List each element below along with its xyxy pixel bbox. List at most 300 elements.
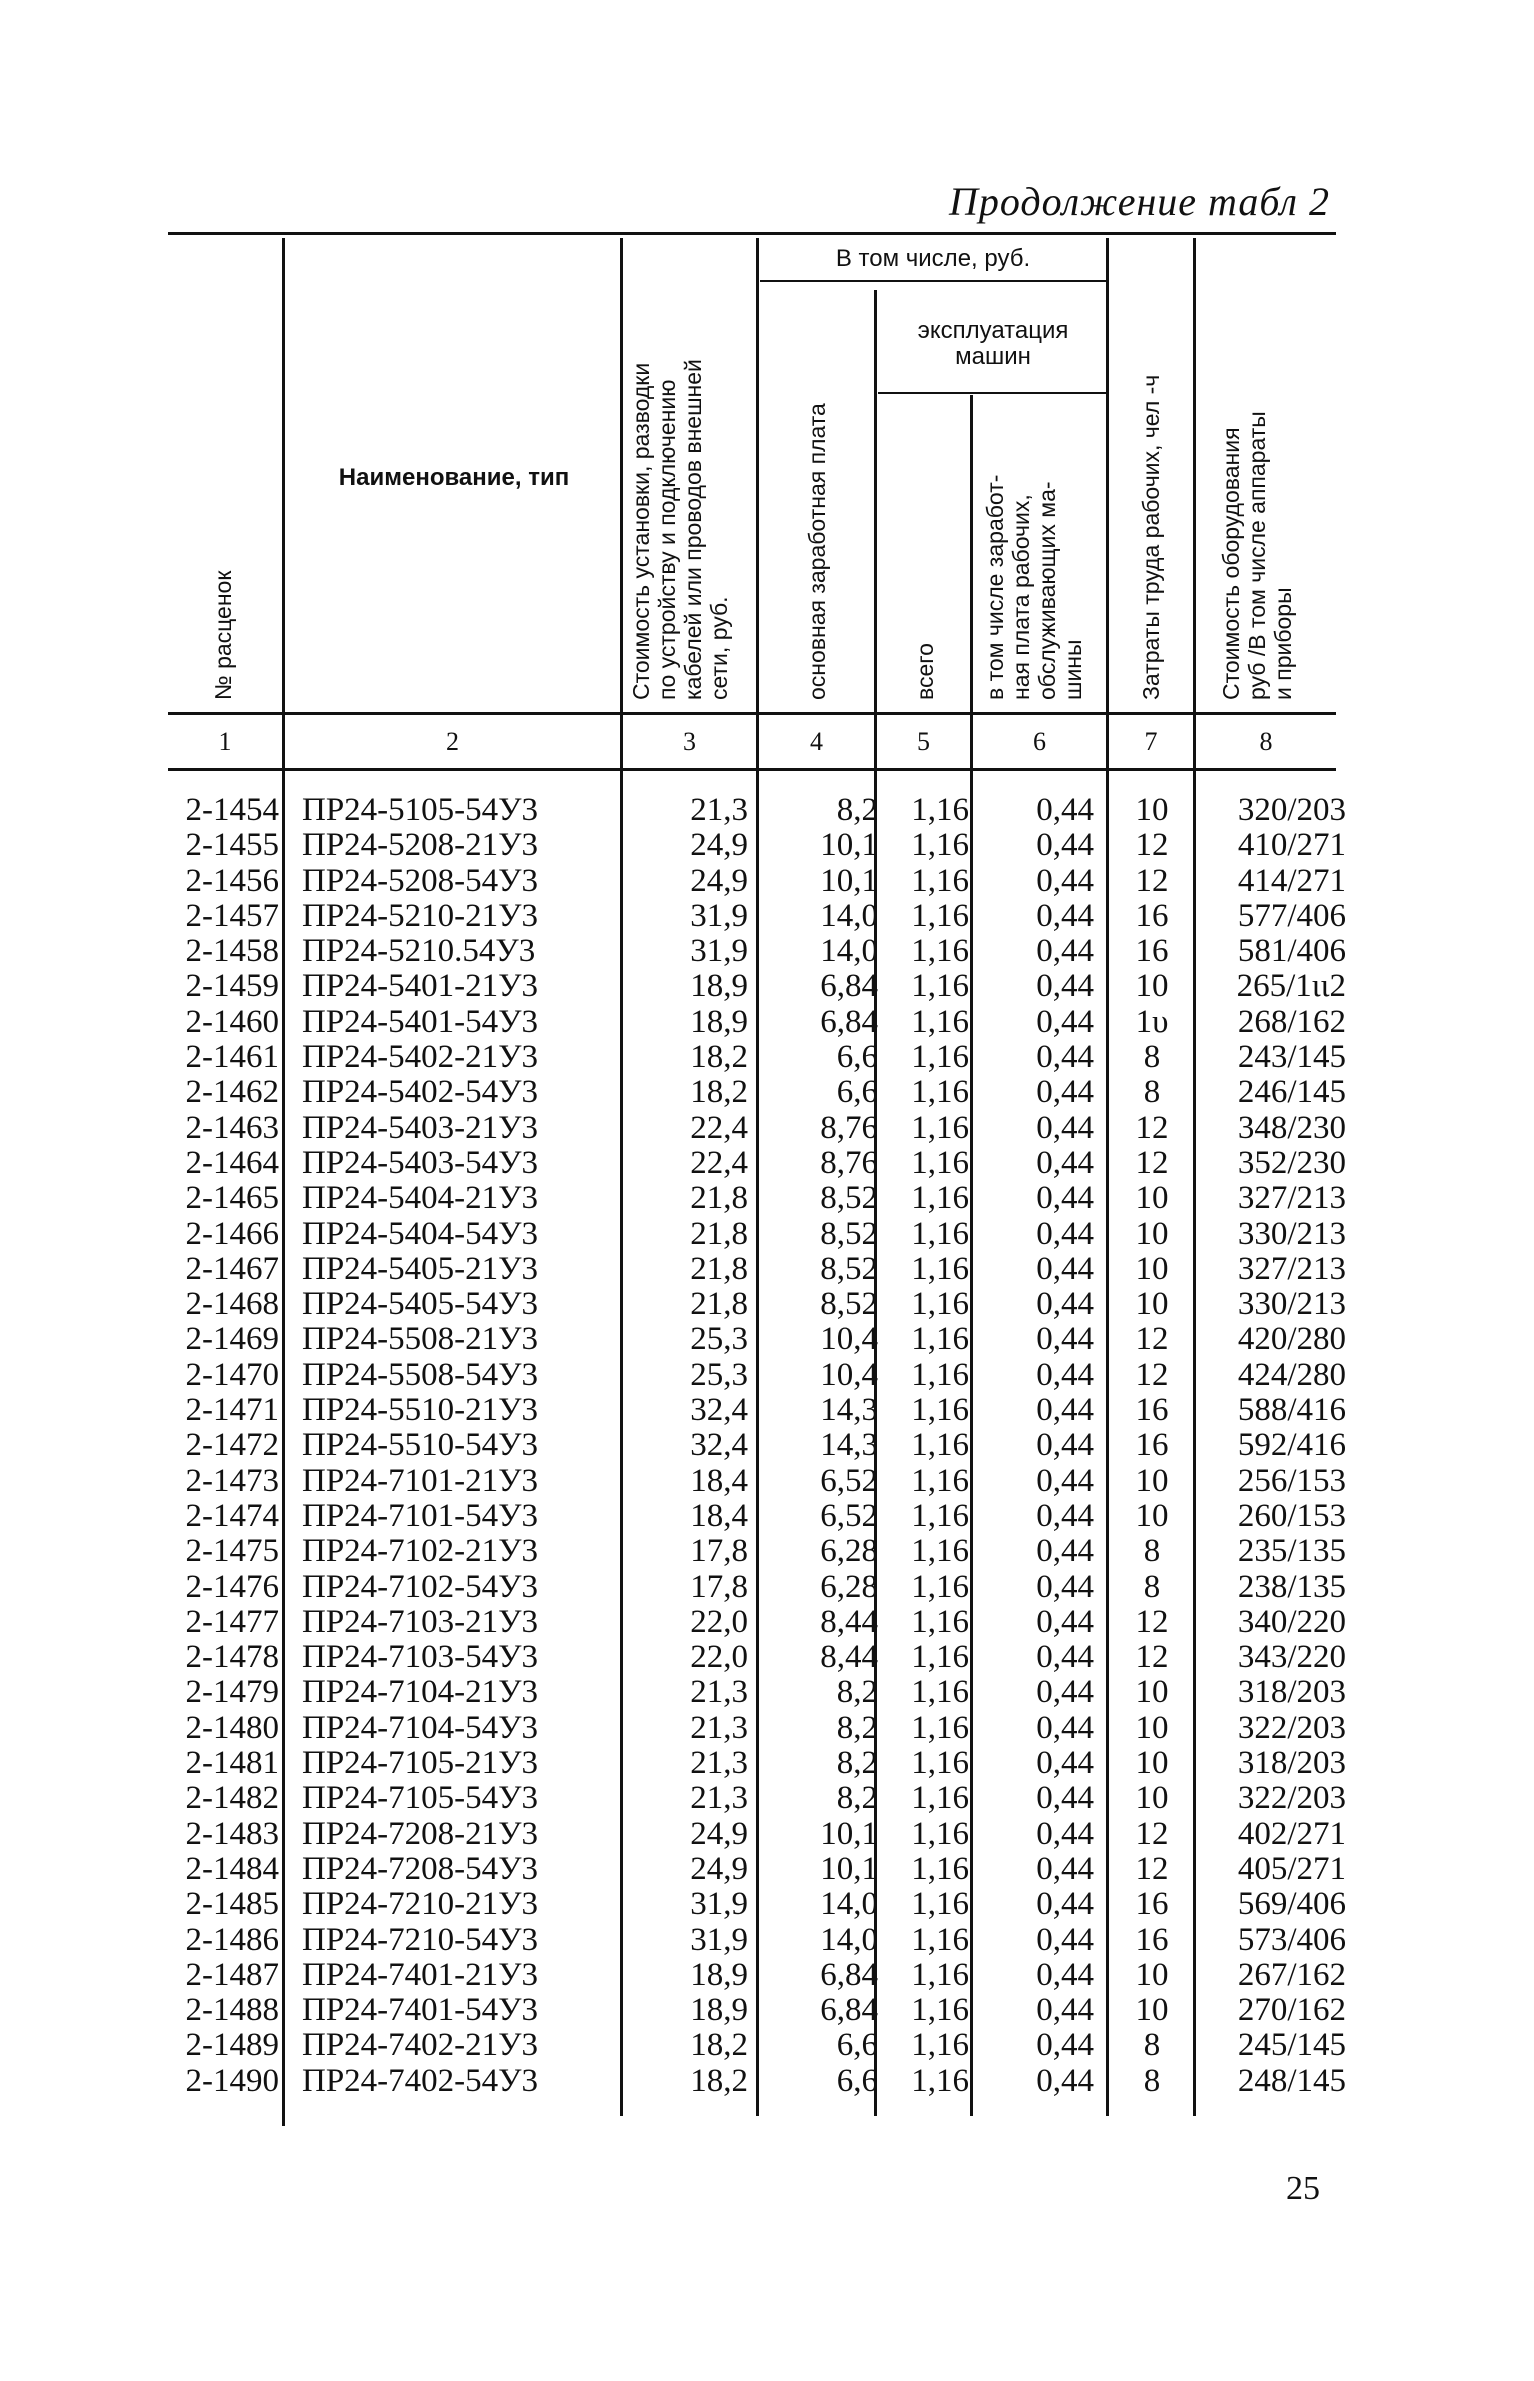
cell-machine-wage: 0,44	[1036, 1568, 1094, 1605]
cell-installation-cost: 22,0	[690, 1603, 748, 1640]
header-col6-line-3: обслуживающих ма-	[1034, 481, 1060, 700]
cell-labor-hours: 10	[1135, 1250, 1169, 1287]
cell-name-type: ПР24-7402-54У3	[302, 2062, 539, 2099]
cell-machine-total: 1,16	[911, 792, 969, 828]
cell-equipment-cost: 588/416	[1237, 1392, 1346, 1429]
cell-base-wage: 8,52	[820, 1215, 878, 1252]
table-row	[0, 1640, 1534, 1675]
cell-labor-hours: 10	[1135, 968, 1169, 1005]
cell-name-type: ПР24-7208-54У3	[302, 1850, 539, 1887]
cell-labor-hours: 16	[1135, 897, 1169, 934]
cell-machine-wage: 0,44	[1036, 1639, 1094, 1676]
cell-rate-number: 2-1461	[185, 1039, 279, 1076]
cell-equipment-cost: 318/203	[1237, 1674, 1346, 1711]
header-subgroup	[880, 318, 1106, 370]
cell-machine-total: 1,16	[911, 1215, 969, 1252]
cell-installation-cost: 21,3	[690, 1709, 748, 1746]
table-row	[0, 1711, 1534, 1746]
cell-machine-wage: 0,44	[1036, 1003, 1094, 1040]
cell-labor-hours: 10	[1135, 792, 1169, 828]
table-row	[0, 1464, 1534, 1499]
cell-rate-number: 2-1454	[185, 792, 279, 828]
cell-machine-wage: 0,44	[1036, 1039, 1094, 1076]
cell-equipment-cost: 322/203	[1237, 1780, 1346, 1817]
cell-base-wage: 10,1	[820, 1850, 878, 1887]
table-row	[0, 2028, 1534, 2063]
table-row	[0, 1887, 1534, 1922]
cell-installation-cost: 32,4	[690, 1427, 748, 1464]
cell-equipment-cost: 330/213	[1237, 1215, 1346, 1252]
table-row	[0, 1605, 1534, 1640]
cell-name-type: ПР24-5401-54У3	[302, 1003, 539, 1040]
cell-labor-hours: 10	[1135, 1709, 1169, 1746]
table-row	[0, 1181, 1534, 1216]
cell-installation-cost: 21,8	[690, 1180, 748, 1217]
table-row	[0, 1393, 1534, 1428]
cell-name-type: ПР24-5402-54У3	[302, 1074, 539, 1111]
cell-name-type: ПР24-7104-54У3	[302, 1709, 539, 1746]
cell-installation-cost: 22,4	[690, 1144, 748, 1181]
cell-base-wage: 14,0	[820, 1886, 878, 1923]
cell-labor-hours: 12	[1135, 1815, 1169, 1852]
cell-name-type: ПР24-7105-54У3	[302, 1780, 539, 1817]
cell-labor-hours: 12	[1135, 1639, 1169, 1676]
header-col6-line-1: в том числе заработ-	[982, 474, 1008, 700]
cell-machine-total: 1,16	[911, 1780, 969, 1817]
table-row	[0, 899, 1534, 934]
cell-machine-wage: 0,44	[1036, 897, 1094, 934]
cell-rate-number: 2-1470	[185, 1356, 279, 1393]
cell-rate-number: 2-1469	[185, 1321, 279, 1358]
cell-labor-hours: 10	[1135, 1497, 1169, 1534]
cell-equipment-cost: 256/153	[1237, 1462, 1346, 1499]
cell-base-wage: 14,0	[820, 1921, 878, 1958]
header-col4: основная заработная плата	[804, 403, 830, 700]
cell-name-type: ПР24-7210-54У3	[302, 1921, 539, 1958]
cell-labor-hours: 16	[1135, 1886, 1169, 1923]
cell-base-wage: 14,3	[820, 1427, 878, 1464]
cell-equipment-cost: 265/1ιι2	[1236, 968, 1346, 1005]
cell-machine-wage: 0,44	[1036, 862, 1094, 899]
cell-equipment-cost: 414/271	[1237, 862, 1346, 899]
cell-machine-total: 1,16	[911, 1568, 969, 1605]
cell-base-wage: 8,2	[836, 1709, 878, 1746]
cell-installation-cost: 31,9	[690, 1886, 748, 1923]
cell-installation-cost: 24,9	[690, 1850, 748, 1887]
cell-labor-hours: 1υ	[1135, 1003, 1169, 1040]
cell-base-wage: 8,52	[820, 1180, 878, 1217]
cell-machine-total: 1,16	[911, 1533, 969, 1570]
table-row	[0, 1146, 1534, 1181]
cell-machine-total: 1,16	[911, 1886, 969, 1923]
header-subgroup-line-1: эксплуатация	[917, 317, 1069, 344]
cell-base-wage: 6,84	[820, 1956, 878, 1993]
cell-base-wage: 10,1	[820, 1815, 878, 1852]
cell-installation-cost: 22,4	[690, 1109, 748, 1146]
cell-labor-hours: 10	[1135, 1462, 1169, 1499]
cell-installation-cost: 18,4	[690, 1497, 748, 1534]
cell-installation-cost: 21,3	[690, 1674, 748, 1711]
cell-equipment-cost: 405/271	[1237, 1850, 1346, 1887]
cell-equipment-cost: 267/162	[1237, 1956, 1346, 1993]
cell-equipment-cost: 268/162	[1237, 1003, 1346, 1040]
cell-name-type: ПР24-7208-21У3	[302, 1815, 539, 1852]
cell-installation-cost: 21,8	[690, 1286, 748, 1323]
cell-equipment-cost: 577/406	[1237, 897, 1346, 934]
cell-labor-hours: 12	[1135, 1144, 1169, 1181]
cell-machine-wage: 0,44	[1036, 1674, 1094, 1711]
cell-base-wage: 8,2	[836, 1745, 878, 1782]
cell-installation-cost: 18,9	[690, 1956, 748, 1993]
column-number-5: 5	[917, 727, 930, 756]
cell-base-wage: 8,52	[820, 1286, 878, 1323]
table-row	[0, 1570, 1534, 1605]
cell-equipment-cost: 410/271	[1237, 827, 1346, 864]
cell-name-type: ПР24-5508-54У3	[302, 1356, 539, 1393]
cell-base-wage: 8,76	[820, 1109, 878, 1146]
cell-rate-number: 2-1472	[185, 1427, 279, 1464]
header-bottom-rule	[168, 712, 1336, 715]
table-row	[0, 1993, 1534, 2028]
cell-equipment-cost: 260/153	[1237, 1497, 1346, 1534]
cell-rate-number: 2-1457	[185, 897, 279, 934]
header-col3-line-4: сети, руб.	[706, 596, 732, 700]
cell-machine-wage: 0,44	[1036, 1850, 1094, 1887]
cell-installation-cost: 18,2	[690, 2062, 748, 2099]
cell-equipment-cost: 343/220	[1237, 1639, 1346, 1676]
cell-installation-cost: 21,3	[690, 1745, 748, 1782]
cell-machine-total: 1,16	[911, 933, 969, 970]
cell-base-wage: 6,6	[836, 1039, 878, 1076]
cell-name-type: ПР24-7104-21У3	[302, 1674, 539, 1711]
table-row	[0, 1534, 1534, 1569]
cell-base-wage: 6,28	[820, 1568, 878, 1605]
cell-base-wage: 6,6	[836, 1074, 878, 1111]
cell-installation-cost: 18,4	[690, 1462, 748, 1499]
cell-rate-number: 2-1471	[185, 1392, 279, 1429]
cell-machine-wage: 0,44	[1036, 1074, 1094, 1111]
cell-equipment-cost: 424/280	[1237, 1356, 1346, 1393]
table-row	[0, 1252, 1534, 1287]
table-row	[0, 1322, 1534, 1357]
cell-labor-hours: 16	[1135, 1392, 1169, 1429]
cell-machine-wage: 0,44	[1036, 1356, 1094, 1393]
cell-base-wage: 8,76	[820, 1144, 878, 1181]
cell-rate-number: 2-1480	[185, 1709, 279, 1746]
cell-name-type: ПР24-5405-21У3	[302, 1250, 539, 1287]
cell-rate-number: 2-1464	[185, 1144, 279, 1181]
cell-equipment-cost: 246/145	[1237, 1074, 1346, 1111]
cell-equipment-cost: 402/271	[1237, 1815, 1346, 1852]
cell-machine-total: 1,16	[911, 1250, 969, 1287]
header-col3-line-1: Стоимость установки, разводки	[628, 362, 654, 700]
cell-labor-hours: 10	[1135, 1992, 1169, 2029]
table-row	[0, 864, 1534, 899]
table-row	[0, 1217, 1534, 1252]
cell-base-wage: 8,2	[836, 1674, 878, 1711]
cell-rate-number: 2-1474	[185, 1497, 279, 1534]
header-col3	[628, 359, 732, 700]
header-col5: всего	[912, 643, 938, 700]
cell-machine-total: 1,16	[911, 1956, 969, 1993]
cell-machine-total: 1,16	[911, 1462, 969, 1499]
cell-machine-total: 1,16	[911, 1144, 969, 1181]
table-row	[0, 1358, 1534, 1393]
table-row	[0, 828, 1534, 863]
cell-machine-wage: 0,44	[1036, 1709, 1094, 1746]
cell-name-type: ПР24-5402-21У3	[302, 1039, 539, 1076]
header-col6	[982, 475, 1086, 700]
cell-machine-total: 1,16	[911, 1709, 969, 1746]
cell-base-wage: 8,2	[836, 1780, 878, 1817]
cell-machine-wage: 0,44	[1036, 1886, 1094, 1923]
cell-base-wage: 6,52	[820, 1462, 878, 1499]
column-number-4: 4	[810, 727, 823, 756]
cell-equipment-cost: 330/213	[1237, 1286, 1346, 1323]
cell-equipment-cost: 592/416	[1237, 1427, 1346, 1464]
table-row	[0, 1428, 1534, 1463]
cell-name-type: ПР24-7210-21У3	[302, 1886, 539, 1923]
table-row	[0, 2064, 1534, 2099]
cell-machine-wage: 0,44	[1036, 1321, 1094, 1358]
cell-rate-number: 2-1475	[185, 1533, 279, 1570]
cell-rate-number: 2-1489	[185, 2027, 279, 2064]
cell-name-type: ПР24-5404-21У3	[302, 1180, 539, 1217]
cell-equipment-cost: 573/406	[1237, 1921, 1346, 1958]
cell-machine-total: 1,16	[911, 1497, 969, 1534]
cell-rate-number: 2-1478	[185, 1639, 279, 1676]
table-row	[0, 1005, 1534, 1040]
page-number: 25	[1286, 2170, 1320, 2207]
table-row	[0, 1040, 1534, 1075]
table-row	[0, 1746, 1534, 1781]
header-col3-line-3: кабелей или проводов внешней	[680, 359, 706, 700]
cell-installation-cost: 18,9	[690, 1003, 748, 1040]
cell-machine-total: 1,16	[911, 1109, 969, 1146]
cell-name-type: ПР24-7103-21У3	[302, 1603, 539, 1640]
table-row	[0, 1675, 1534, 1710]
cell-installation-cost: 31,9	[690, 1921, 748, 1958]
cell-labor-hours: 8	[1143, 1039, 1161, 1076]
cell-rate-number: 2-1465	[185, 1180, 279, 1217]
cell-labor-hours: 10	[1135, 1956, 1169, 1993]
cell-installation-cost: 22,0	[690, 1639, 748, 1676]
header-col3-line-2: по устройству и подключению	[654, 379, 680, 700]
cell-machine-wage: 0,44	[1036, 1144, 1094, 1181]
cell-installation-cost: 31,9	[690, 897, 748, 934]
cell-machine-total: 1,16	[911, 1603, 969, 1640]
cell-name-type: ПР24-7101-21У3	[302, 1462, 539, 1499]
cell-rate-number: 2-1483	[185, 1815, 279, 1852]
cell-labor-hours: 12	[1135, 1603, 1169, 1640]
cell-name-type: ПР24-5405-54У3	[302, 1286, 539, 1323]
cell-machine-wage: 0,44	[1036, 1180, 1094, 1217]
cell-labor-hours: 16	[1135, 1427, 1169, 1464]
cell-labor-hours: 10	[1135, 1674, 1169, 1711]
table-row	[0, 934, 1534, 969]
cell-rate-number: 2-1466	[185, 1215, 279, 1252]
cell-installation-cost: 24,9	[690, 1815, 748, 1852]
cell-base-wage: 6,84	[820, 968, 878, 1005]
table-top-rule	[168, 232, 1336, 235]
cell-name-type: ПР24-7102-54У3	[302, 1568, 539, 1605]
cell-machine-total: 1,16	[911, 1003, 969, 1040]
cell-rate-number: 2-1476	[185, 1568, 279, 1605]
cell-labor-hours: 12	[1135, 1109, 1169, 1146]
table-row	[0, 1958, 1534, 1993]
cell-machine-total: 1,16	[911, 1356, 969, 1393]
cell-name-type: ПР24-5210-21У3	[302, 897, 539, 934]
column-number-2: 2	[446, 727, 459, 756]
cell-rate-number: 2-1485	[185, 1886, 279, 1923]
cell-machine-total: 1,16	[911, 1392, 969, 1429]
cell-equipment-cost: 238/135	[1237, 1568, 1346, 1605]
cell-machine-total: 1,16	[911, 1286, 969, 1323]
cell-name-type: ПР24-7103-54У3	[302, 1639, 539, 1676]
header-col6-line-4: шины	[1060, 639, 1086, 700]
cell-equipment-cost: 327/213	[1237, 1180, 1346, 1217]
cell-rate-number: 2-1487	[185, 1956, 279, 1993]
cell-name-type: ПР24-5208-54У3	[302, 862, 539, 899]
cell-rate-number: 2-1477	[185, 1603, 279, 1640]
cell-labor-hours: 16	[1135, 933, 1169, 970]
cell-base-wage: 10,1	[820, 827, 878, 864]
table-row	[0, 1923, 1534, 1958]
cell-installation-cost: 17,8	[690, 1533, 748, 1570]
cell-base-wage: 10,4	[820, 1321, 878, 1358]
table-row	[0, 1111, 1534, 1146]
header-col7: Затраты труда рабочих, чел -ч	[1138, 374, 1164, 700]
cell-rate-number: 2-1456	[185, 862, 279, 899]
cell-machine-wage: 0,44	[1036, 2027, 1094, 2064]
cell-name-type: ПР24-5401-21У3	[302, 968, 539, 1005]
cell-installation-cost: 18,2	[690, 1074, 748, 1111]
cell-labor-hours: 8	[1143, 1568, 1161, 1605]
cell-machine-wage: 0,44	[1036, 1250, 1094, 1287]
cell-installation-cost: 32,4	[690, 1392, 748, 1429]
cell-machine-wage: 0,44	[1036, 1392, 1094, 1429]
cell-labor-hours: 8	[1143, 2062, 1161, 2099]
cell-name-type: ПР24-7102-21У3	[302, 1533, 539, 1570]
cell-machine-total: 1,16	[911, 1745, 969, 1782]
cell-rate-number: 2-1482	[185, 1780, 279, 1817]
cell-machine-wage: 0,44	[1036, 1603, 1094, 1640]
cell-rate-number: 2-1479	[185, 1674, 279, 1711]
cell-machine-wage: 0,44	[1036, 827, 1094, 864]
cell-equipment-cost: 581/406	[1237, 933, 1346, 970]
cell-machine-wage: 0,44	[1036, 1427, 1094, 1464]
cell-base-wage: 10,1	[820, 862, 878, 899]
cell-name-type: ПР24-5510-21У3	[302, 1392, 539, 1429]
table-row	[0, 1287, 1534, 1322]
cell-installation-cost: 24,9	[690, 862, 748, 899]
cell-machine-wage: 0,44	[1036, 1956, 1094, 1993]
cell-installation-cost: 21,8	[690, 1215, 748, 1252]
column-number-1: 1	[218, 727, 232, 756]
cell-machine-total: 1,16	[911, 1074, 969, 1111]
table-row	[0, 1781, 1534, 1816]
table-row	[0, 1852, 1534, 1887]
cell-equipment-cost: 243/145	[1237, 1039, 1346, 1076]
cell-equipment-cost: 352/230	[1237, 1144, 1346, 1181]
cell-name-type: ПР24-5404-54У3	[302, 1215, 539, 1252]
cell-labor-hours: 8	[1143, 1533, 1161, 1570]
cell-equipment-cost: 320/203	[1237, 792, 1346, 828]
cell-base-wage: 14,0	[820, 933, 878, 970]
cell-rate-number: 2-1481	[185, 1745, 279, 1782]
cell-equipment-cost: 318/203	[1237, 1745, 1346, 1782]
cell-labor-hours: 12	[1135, 862, 1169, 899]
table-row	[0, 969, 1534, 1004]
cell-rate-number: 2-1467	[185, 1250, 279, 1287]
continuation-title: Продолжение табл 2	[948, 179, 1330, 224]
cell-labor-hours: 12	[1135, 1321, 1169, 1358]
cell-equipment-cost: 420/280	[1237, 1321, 1346, 1358]
cell-labor-hours: 12	[1135, 827, 1169, 864]
cell-name-type: ПР24-5508-21У3	[302, 1321, 539, 1358]
cell-installation-cost: 24,9	[690, 827, 748, 864]
cell-machine-wage: 0,44	[1036, 1533, 1094, 1570]
cell-rate-number: 2-1468	[185, 1286, 279, 1323]
cell-name-type: ПР24-7101-54У3	[302, 1497, 539, 1534]
table-row	[0, 1499, 1534, 1534]
cell-base-wage: 6,28	[820, 1533, 878, 1570]
cell-name-type: ПР24-5403-21У3	[302, 1109, 539, 1146]
cell-labor-hours: 10	[1135, 1780, 1169, 1817]
cell-base-wage: 6,6	[836, 2062, 878, 2099]
cell-equipment-cost: 322/203	[1237, 1709, 1346, 1746]
cell-machine-wage: 0,44	[1036, 1109, 1094, 1146]
cell-machine-total: 1,16	[911, 1321, 969, 1358]
cell-installation-cost: 25,3	[690, 1356, 748, 1393]
cell-labor-hours: 10	[1135, 1180, 1169, 1217]
cell-installation-cost: 18,9	[690, 968, 748, 1005]
table-row	[0, 793, 1534, 828]
column-number-8: 8	[1259, 727, 1273, 756]
cell-rate-number: 2-1455	[185, 827, 279, 864]
cell-name-type: ПР24-5208-21У3	[302, 827, 539, 864]
cell-installation-cost: 25,3	[690, 1321, 748, 1358]
cell-machine-total: 1,16	[911, 2027, 969, 2064]
cell-machine-wage: 0,44	[1036, 1921, 1094, 1958]
cell-machine-wage: 0,44	[1036, 1215, 1094, 1252]
cell-machine-wage: 0,44	[1036, 933, 1094, 970]
cell-rate-number: 2-1462	[185, 1074, 279, 1111]
cell-rate-number: 2-1463	[185, 1109, 279, 1146]
cell-machine-total: 1,16	[911, 1992, 969, 2029]
cell-equipment-cost: 327/213	[1237, 1250, 1346, 1287]
cell-name-type: ПР24-5510-54У3	[302, 1427, 539, 1464]
table-body	[0, 793, 1534, 2099]
cell-machine-wage: 0,44	[1036, 1815, 1094, 1852]
cell-machine-wage: 0,44	[1036, 2062, 1094, 2099]
cell-name-type: ПР24-5210.54У3	[302, 933, 536, 970]
cell-equipment-cost: 235/135	[1237, 1533, 1346, 1570]
cell-machine-wage: 0,44	[1036, 1497, 1094, 1534]
cell-machine-total: 1,16	[911, 1639, 969, 1676]
cell-machine-total: 1,16	[911, 1815, 969, 1852]
cell-installation-cost: 21,3	[690, 1780, 748, 1817]
cell-base-wage: 14,3	[820, 1392, 878, 1429]
cell-labor-hours: 16	[1135, 1921, 1169, 1958]
cell-machine-total: 1,16	[911, 968, 969, 1005]
cell-equipment-cost: 348/230	[1237, 1109, 1346, 1146]
cell-name-type: ПР24-7402-21У3	[302, 2027, 539, 2064]
cell-base-wage: 6,52	[820, 1497, 878, 1534]
cell-machine-total: 1,16	[911, 1674, 969, 1711]
table-row	[0, 1817, 1534, 1852]
cell-machine-wage: 0,44	[1036, 1286, 1094, 1323]
